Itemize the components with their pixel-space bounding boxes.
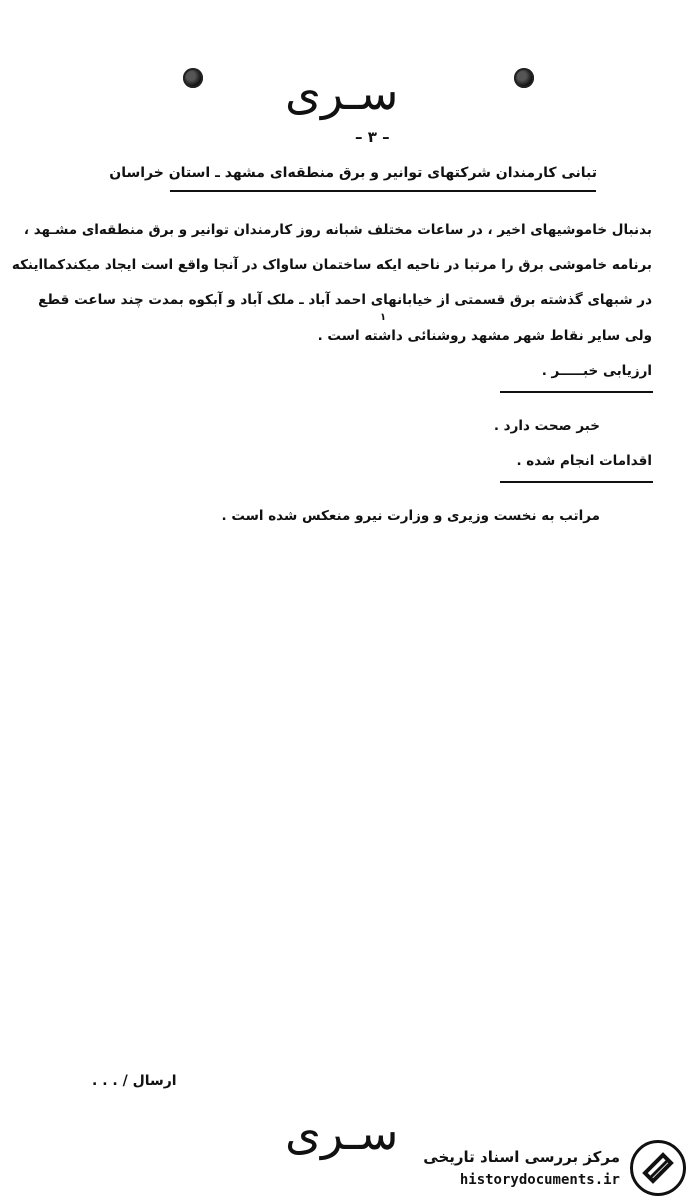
footer-org-name: مرکز بررسی اسناد تاریخی: [423, 1148, 620, 1166]
seal-stamp-left-icon: [183, 68, 203, 88]
page-number: – ۳ –: [355, 128, 390, 146]
footnote-mark: ۱: [380, 312, 387, 323]
evaluation-text: خبر صحت دارد .: [493, 418, 600, 434]
actions-underline: [500, 481, 653, 483]
seal-stamp-right-icon: [514, 68, 534, 88]
subject-underline: [170, 190, 596, 192]
evaluation-underline: [500, 391, 653, 393]
subject-heading: تبانی کارمندان شرکتهای توانیر و برق منطقه‌ای مشهد ـ استان خراسان: [109, 165, 597, 181]
body-line-1: بدنبال خاموشیهای اخیر ، در ساعات مختلف شبانه روز کارمندان توانیر و برق منطقه‌ای مشـهد ،: [23, 222, 652, 238]
body-line-2: برنامه خاموشی برق را مرتبا در ناحیه ایکه ساختمان ساواک در آنجا واقع است ایجاد میکندکمااینکه: [11, 257, 652, 273]
classification-top: سـری: [285, 66, 399, 120]
body-line-3: در شبهای گذشته برق قسمتی از خیابانهای احمد آباد ـ ملک آباد و آبکوه بمدت چند ساعت قطع: [38, 292, 652, 308]
actions-heading: اقدامات انجام شده .: [516, 453, 652, 469]
dispatch-note: ارسال / . . .: [92, 1073, 177, 1089]
classification-bottom: سـری: [285, 1106, 399, 1160]
footer-url: historydocuments.ir: [459, 1172, 620, 1188]
evaluation-heading: ارزیابی خبـــــر .: [541, 363, 652, 379]
actions-text: مراتب به نخست وزیری و وزارت نیرو منعکس شده است .: [221, 508, 600, 524]
archive-logo-icon: [630, 1140, 686, 1196]
body-line-4: ولی سایر نقاط شهر مشهد روشنائی داشته است .: [317, 328, 652, 344]
